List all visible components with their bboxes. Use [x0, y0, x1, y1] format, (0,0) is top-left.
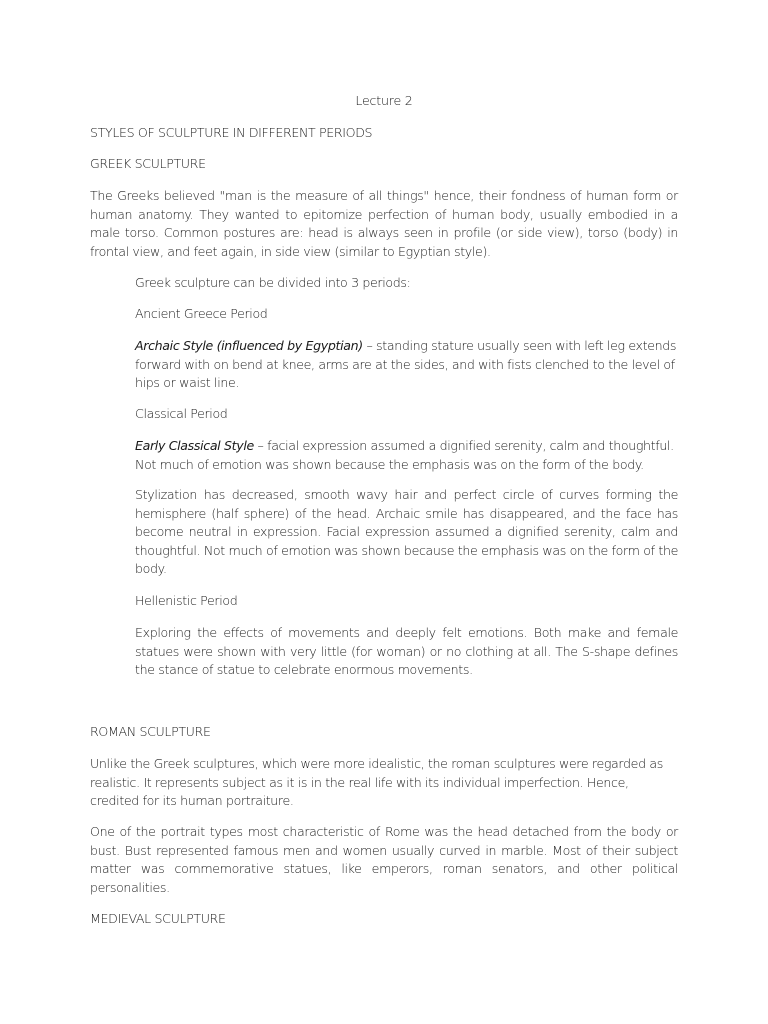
greek-intro-paragraph: The Greeks believed "man is the measure of all things" hence, their fondness of human form or human anatomy. They wanted to epitomize perfection of human body, usually embodied in a male torso. Common postures are: head is always seen in profile (or side view), torso (body) in frontal view, and feet again, in side view (similar to Egyptian style). — [90, 188, 678, 259]
medieval-sculpture-heading: MEDIEVAL SCULPTURE — [90, 911, 226, 926]
ancient-greece-heading: Ancient Greece Period — [135, 306, 268, 321]
archaic-style-text: – standing stature usually seen with left leg extends forward with on bend at knee, arms are at the sides, and with fists clenched to the level of hips or waist line. — [135, 338, 677, 391]
hellenistic-paragraph: Exploring the effects of movements and deeply felt emotions. Both make and female statues were shown with very little (for woman) or no clothing at all. The S-shape defines the stance of statue to celebrate enormous movements. — [135, 625, 678, 678]
lecture-title: Lecture 2 — [355, 93, 413, 108]
classical-period-heading: Classical Period — [135, 406, 228, 421]
early-classical-term: Early Classical Style — [135, 438, 254, 453]
archaic-style-term: Archaic Style (influenced by Egyptian) — [135, 338, 363, 353]
roman-sculpture-heading: ROMAN SCULPTURE — [90, 724, 211, 739]
roman-paragraph-2: One of the portrait types most characteristic of Rome was the head detached from the body or bust. Bust represented famous men and women usually curved in marble. Most of their subject matter was commemorative statues, like emperors, roman senators, and other political personalities. — [90, 824, 678, 895]
early-classical-paragraph — [135, 437, 678, 474]
archaic-style-paragraph — [135, 337, 678, 393]
section-title: STYLES OF SCULPTURE IN DIFFERENT PERIODS — [90, 125, 373, 140]
stylization-paragraph: Stylization has decreased, smooth wavy hair and perfect circle of curves forming the hemisphere (half sphere) of the head. Archaic smile has disappeared, and the face has become neutral in expression. Facial expression assumed a dignified serenity, calm and thoughtful. Not much of emotion was shown because the emphasis was on the form of the body. — [135, 487, 678, 577]
greek-sculpture-heading: GREEK SCULPTURE — [90, 156, 206, 171]
hellenistic-period-heading: Hellenistic Period — [135, 593, 238, 608]
greek-periods-intro: Greek sculpture can be divided into 3 periods: — [135, 275, 411, 290]
roman-paragraph-1: Unlike the Greek sculptures, which were more idealistic, the roman sculptures were regarded as realistic. It represents subject as it is in the real life with its individual imperfection. Hence, credited for its human portraiture. — [90, 756, 663, 809]
early-classical-text: – facial expression assumed a dignified serenity, calm and thoughtful. Not much of emotion was shown because the emphasis was on the form of the body. — [135, 438, 674, 472]
